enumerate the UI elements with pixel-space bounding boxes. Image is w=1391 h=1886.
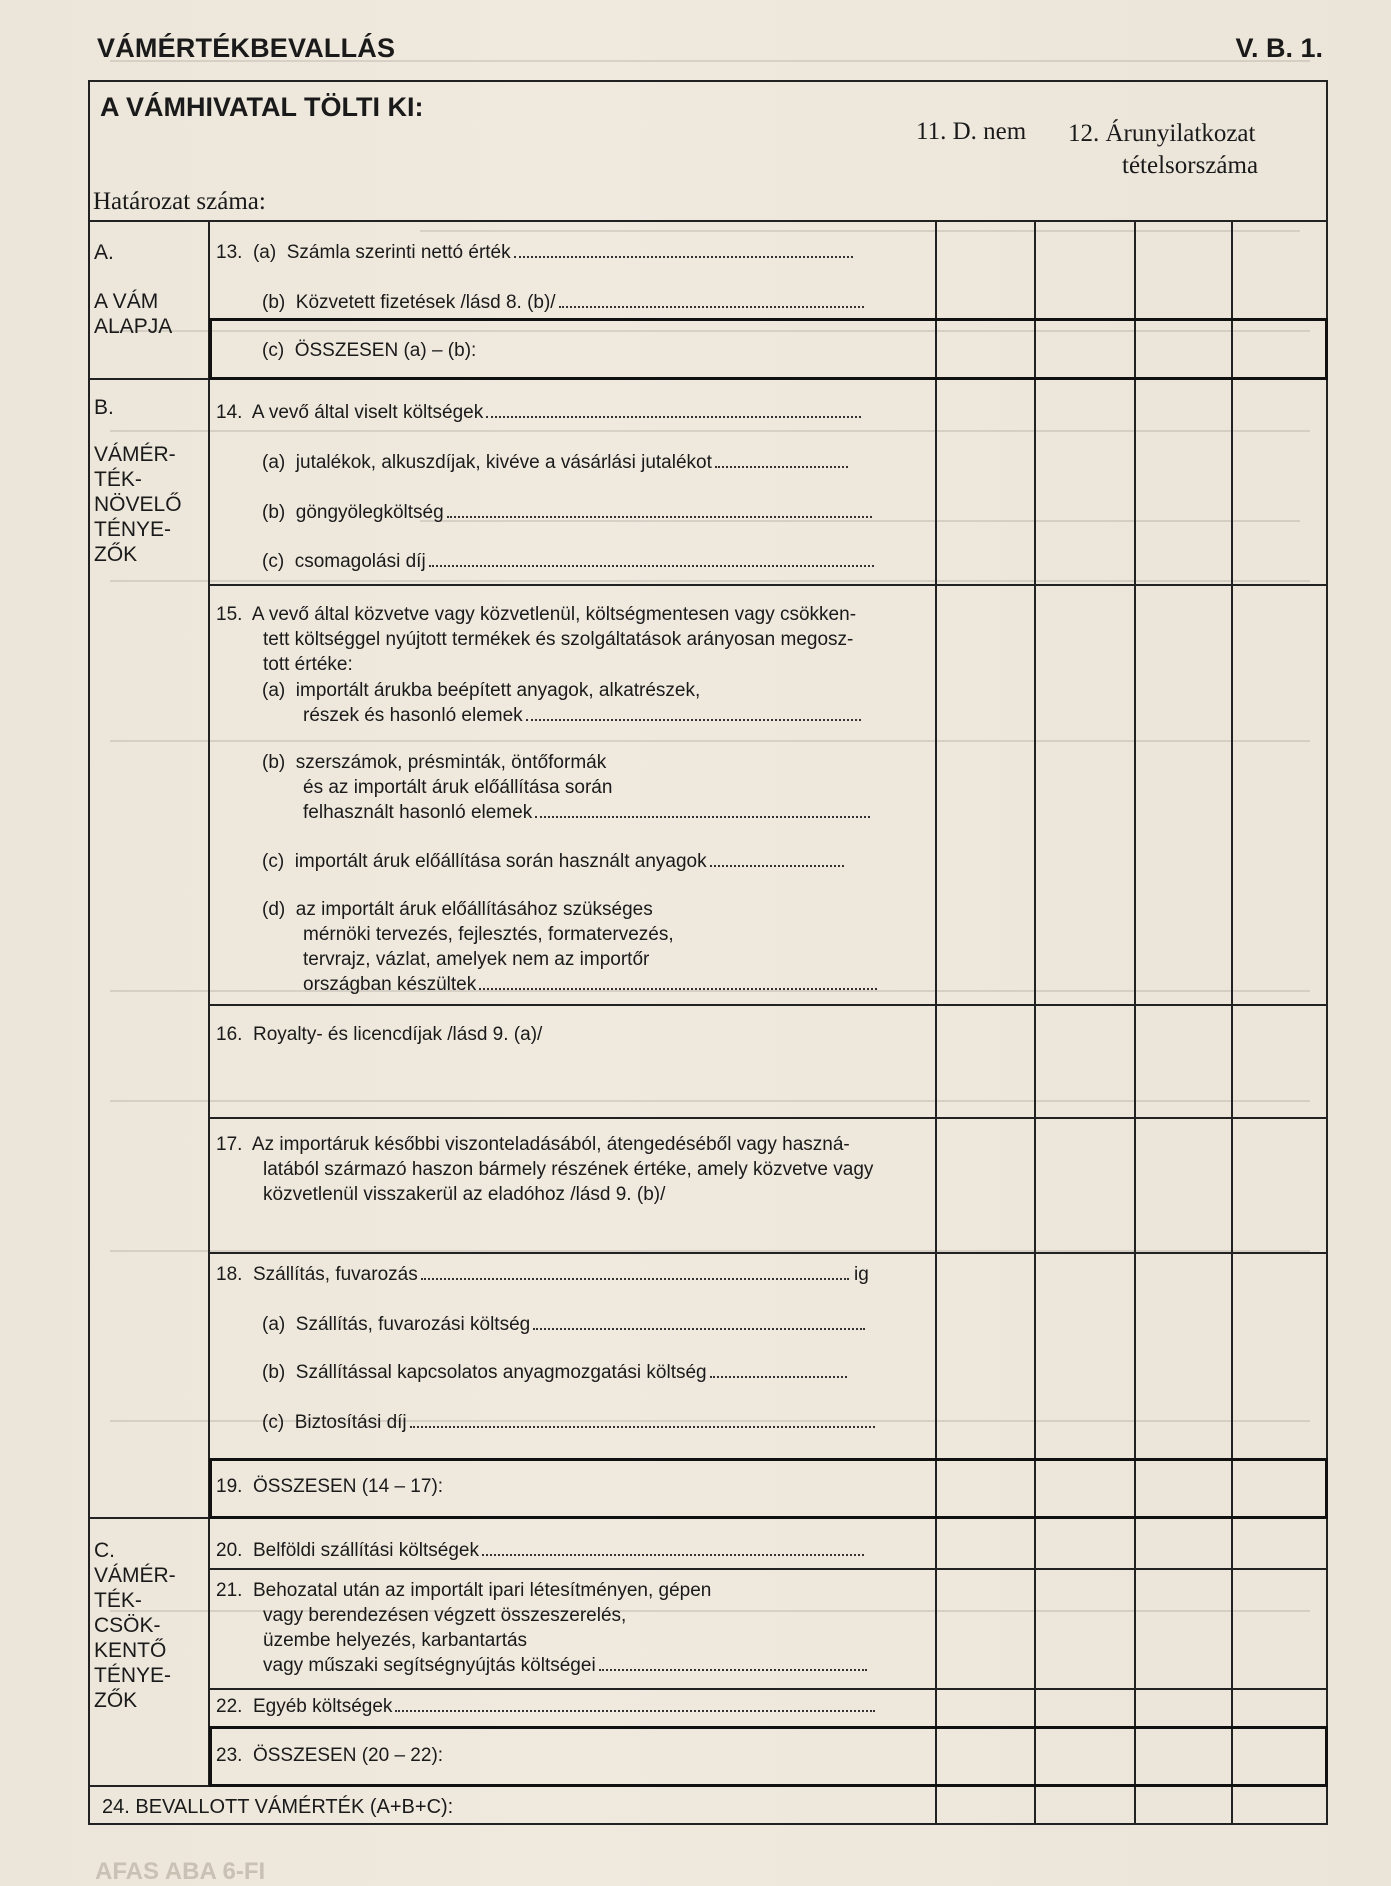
- dot-leader: [559, 306, 864, 308]
- grid-line: [1134, 220, 1136, 1825]
- row-18b: [262, 1360, 847, 1385]
- row-18a: [262, 1312, 865, 1337]
- row-text: (a) importált árukba beépített anyagok, alkatrészek,: [262, 680, 701, 701]
- row-15c: [262, 849, 844, 874]
- grid-line: [208, 584, 1328, 586]
- row-22: [216, 1694, 875, 1719]
- row-text: 15. A vevő által közvetve vagy közvetlenül, költségmentesen vagy csökken-: [216, 604, 857, 625]
- row-text: 20. Belföldi szállítási költségek: [216, 1540, 479, 1561]
- row-text: közvetlenül visszakerül az eladóhoz /lásd 9. (b)/: [263, 1184, 666, 1205]
- row-text: részek és hasonló elemek: [303, 705, 523, 726]
- row-text: mérnöki tervezés, fejlesztés, formatervezés,: [303, 924, 674, 945]
- row-23: [216, 1743, 443, 1768]
- dot-leader: [479, 988, 877, 990]
- row-15d: [262, 897, 877, 997]
- row-text: (c) ÖSSZESEN (a) – (b):: [262, 340, 477, 361]
- grid-line: [208, 220, 210, 1785]
- dot-leader: [447, 516, 872, 518]
- row-text: 18. Szállítás, fuvarozás: [216, 1264, 418, 1285]
- grid-line: [208, 1117, 1328, 1119]
- section-a-label: [94, 240, 172, 339]
- row-text: 24. BEVALLOTT VÁMÉRTÉK (A+B+C):: [102, 1796, 454, 1818]
- section-letter: C.: [94, 1539, 115, 1562]
- section-line: A VÁM: [94, 290, 159, 313]
- grid-line: [1034, 220, 1036, 1825]
- row-21: [216, 1578, 867, 1678]
- row-line: [262, 703, 861, 728]
- section-line: TÉNYE-: [94, 518, 172, 541]
- row-text: (c) Biztosítási díj: [262, 1412, 407, 1433]
- row-text: felhasznált hasonló elemek: [303, 802, 533, 823]
- row-line: [216, 1653, 867, 1678]
- grid-line: [208, 1568, 1328, 1570]
- grid-line: [1231, 220, 1233, 1825]
- row-text: (b) göngyölegköltség: [262, 502, 444, 523]
- section-line: ZŐK: [94, 543, 138, 566]
- dot-leader: [482, 1554, 864, 1556]
- row-line: [262, 800, 870, 825]
- section-line: TÉK-: [94, 1589, 142, 1612]
- dot-leader: [514, 256, 853, 258]
- dot-leader: [599, 1669, 867, 1671]
- row-13b: [262, 290, 864, 315]
- grid-line: [208, 1252, 1328, 1254]
- section-line: TÉNYE-: [94, 1664, 172, 1687]
- row-text: (c) importált áruk előállítása során használt anyagok: [262, 851, 707, 872]
- col12-header: [1068, 118, 1258, 182]
- row-15: [216, 602, 856, 677]
- section-letter: B.: [94, 396, 114, 419]
- row-text: (a) Szállítás, fuvarozási költség: [262, 1314, 531, 1335]
- dot-leader: [395, 1710, 875, 1712]
- col12-header-line1: 12. Árunyilatkozat: [1068, 120, 1256, 147]
- row-20: [216, 1538, 864, 1563]
- row-text: 14. A vevő által viselt költségek: [216, 402, 484, 423]
- col12-header-line2: tételsorszáma: [1122, 152, 1259, 179]
- row-15b: [262, 750, 870, 825]
- section-line: VÁMÉR-: [94, 443, 176, 466]
- row-14b: [262, 500, 872, 525]
- row-text: üzembe helyezés, karbantartás: [263, 1630, 528, 1651]
- dot-leader: [486, 416, 861, 418]
- row-text: tervrajz, vázlat, amelyek nem az importőr: [303, 949, 650, 970]
- section-line: VÁMÉR-: [94, 1564, 176, 1587]
- dot-leader: [429, 565, 874, 567]
- row-text: (c) csomagolási díj: [262, 551, 426, 572]
- section-c-label: [94, 1538, 176, 1713]
- footer-bleed-through: AFAS ABA 6-FI: [95, 1858, 266, 1885]
- row-text: 21. Behozatal után az importált ipari létesítményen, gépen: [216, 1580, 712, 1601]
- row-text: 17. Az importáruk későbbi viszonteladásából, átengedéséből vagy haszná-: [216, 1134, 850, 1155]
- dot-leader: [535, 816, 870, 818]
- row-text: (a) jutalékok, alkuszdíjak, kivéve a vásárlási jutalékot: [262, 452, 712, 473]
- row-text: (b) szerszámok, présminták, öntőformák: [262, 752, 607, 773]
- row-15a: [262, 678, 861, 728]
- row-24: [102, 1795, 453, 1820]
- row-14a: [262, 450, 848, 475]
- dot-leader: [715, 466, 848, 468]
- row-14c: [262, 549, 874, 574]
- row-line: [262, 972, 877, 997]
- row-text: vagy berendezésen végzett összeszerelés,: [263, 1605, 627, 1626]
- row-text: (b) Szállítással kapcsolatos anyagmozgatási költség: [262, 1362, 707, 1383]
- section-line: TÉK-: [94, 468, 142, 491]
- section-b-label: [94, 395, 182, 567]
- row-text: 13. (a) Számla szerinti nettó érték: [216, 242, 511, 263]
- form-code: V. B. 1.: [1235, 33, 1323, 63]
- grid-line: [935, 220, 937, 1825]
- section-line: NÖVELŐ: [94, 493, 182, 516]
- grid-line: [208, 1004, 1328, 1006]
- row-16: [216, 1022, 542, 1047]
- row-text: 22. Egyéb költségek: [216, 1696, 393, 1717]
- row-18c: [262, 1410, 875, 1435]
- office-section-title: A VÁMHIVATAL TÖLTI KI:: [100, 92, 424, 122]
- section-line: ZŐK: [94, 1689, 138, 1712]
- row-text: tott értéke:: [263, 654, 353, 675]
- row-text: ig: [854, 1264, 869, 1285]
- row-18: [216, 1262, 869, 1287]
- dot-leader: [526, 719, 861, 721]
- section-line: KENTŐ: [94, 1639, 167, 1662]
- section-letter: A.: [94, 241, 114, 264]
- row-13a: [216, 240, 853, 265]
- section-line: ALAPJA: [94, 315, 173, 338]
- grid-line: [208, 1688, 1328, 1690]
- row-text: 16. Royalty- és licencdíjak /lásd 9. (a)/: [216, 1024, 543, 1045]
- dot-leader: [421, 1278, 849, 1280]
- decision-number-label: Határozat száma:: [93, 188, 266, 215]
- dot-leader: [710, 1376, 847, 1378]
- row-14: [216, 400, 861, 425]
- grid-line: [88, 220, 1328, 222]
- dot-leader: [710, 865, 844, 867]
- row-text: 23. ÖSSZESEN (20 – 22):: [216, 1745, 444, 1766]
- form-title: VÁMÉRTÉKBEVALLÁS: [97, 33, 396, 63]
- row-text: országban készültek: [303, 974, 477, 995]
- row-text: tett költséggel nyújtott termékek és szolgáltatások arányosan megosz-: [263, 629, 854, 650]
- row-text: (b) Közvetett fizetések /lásd 8. (b)/: [262, 292, 556, 313]
- row-text: 19. ÖSSZESEN (14 – 17):: [216, 1476, 444, 1497]
- dot-leader: [533, 1328, 865, 1330]
- row-17: [216, 1132, 873, 1207]
- row-text: és az importált áruk előállítása során: [303, 777, 613, 798]
- row-text: latából származó haszon bármely részének értéke, amely közvetve vagy: [263, 1159, 874, 1180]
- row-19: [216, 1474, 443, 1499]
- row-text: vagy műszaki segítségnyújtás költségei: [263, 1655, 596, 1676]
- dot-leader: [410, 1426, 875, 1428]
- col11-header: 11. D. nem: [916, 118, 1027, 145]
- row-13c: [262, 338, 476, 363]
- row-text: (d) az importált áruk előállításához szükséges: [262, 899, 653, 920]
- section-line: CSÖK-: [94, 1614, 161, 1637]
